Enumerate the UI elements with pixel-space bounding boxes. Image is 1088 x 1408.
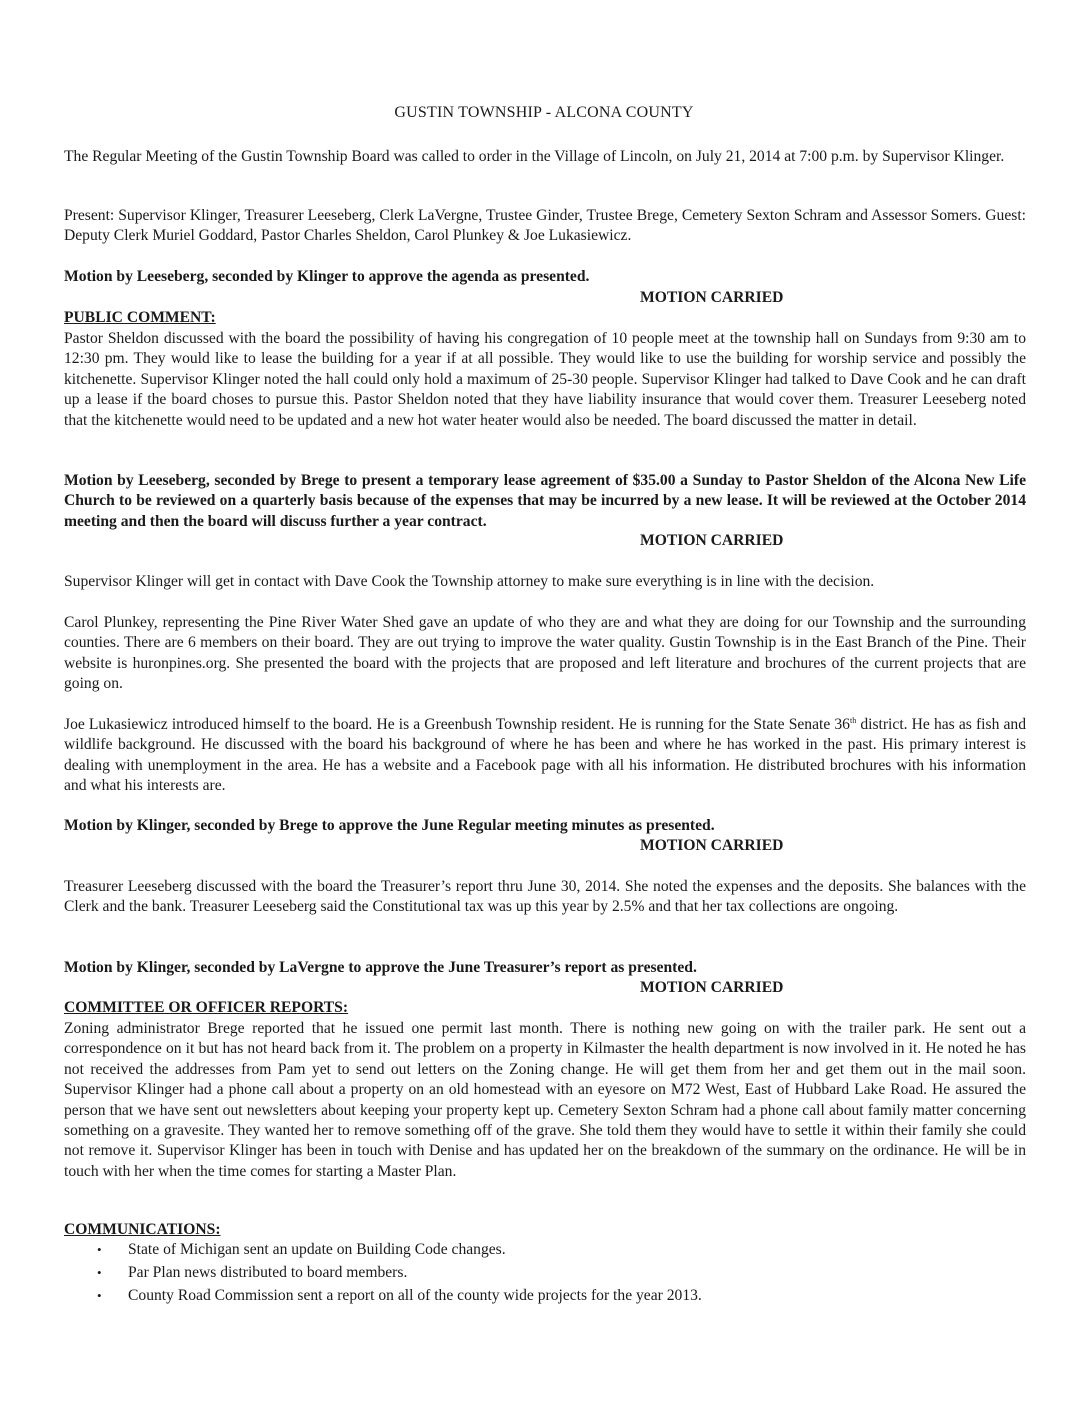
communications-list <box>64 1240 1026 1309</box>
committee-heading: COMMITTEE OR OFFICER REPORTS: <box>64 999 349 1016</box>
plunkey-paragraph: Carol Plunkey, representing the Pine River Water Shed gave an update of who they are and what they are doing for our Township and the surrounding counties. There are 6 members on their board. They are out trying to improve the water quality. Gustin Township is in the East Branch of the Pine. Their website is huronpines.org. She presented the board with the projects that are proposed and left literature and brochures of the current projects that are going on. <box>64 614 1026 693</box>
document-title: GUSTIN TOWNSHIP - ALCONA COUNTY <box>394 104 694 121</box>
public-comment-paragraph: Pastor Sheldon discussed with the board the possibility of having his congregation of 10 people meet at the township hall on Sundays from 9:30 am to 12:30 pm. They would like to lease the building for a year if at all possible. They would like to use the building for worship service and possibly the kitchenette. Supervisor Klinger noted the hall could only hold a maximum of 25-30 people. Supervisor Klinger had talked to Dave Cook and he can draft up a lease if the board choses to pursue this. Pastor Sheldon noted that they have liability insurance that would cover them. Treasurer Leeseberg noted that the kitchenette would need to be updated and a new hot water heater would also be needed. The board discussed the matter in detail. <box>64 330 1026 429</box>
list-item-text: Par Plan news distributed to board members. <box>128 1264 408 1281</box>
motion-carried-3: MOTION CARRIED <box>640 837 784 854</box>
ordinal-superscript: th <box>849 715 857 725</box>
list-item-text: County Road Commission sent a report on all of the county wide projects for the year 2013. <box>128 1287 702 1304</box>
communications-heading: COMMUNICATIONS: <box>64 1221 221 1238</box>
public-comment-heading: PUBLIC COMMENT: <box>64 309 216 326</box>
bullet-icon: • <box>97 1288 102 1303</box>
motion-carried-4: MOTION CARRIED <box>640 979 784 996</box>
klinger-contact-paragraph: Supervisor Klinger will get in contact with Dave Cook the Township attorney to make sure everything is in line with the decision. <box>64 573 875 590</box>
list-item-text: State of Michigan sent an update on Building Code changes. <box>128 1241 506 1258</box>
bullet-icon: • <box>97 1265 102 1280</box>
lukasiewicz-text-part2: district. He has as fish and wildlife background. He discussed with the board his background of where he has been and where he has worked in the past. His primary interest is dealing with unemployment in the area. He has a website and a Facebook page with all his information. He distributed brochures with his information and what his interests are. <box>64 716 1026 795</box>
motion-carried-1: MOTION CARRIED <box>640 289 784 306</box>
motion-agenda: Motion by Leeseberg, seconded by Klinger to approve the agenda as presented. <box>64 268 590 285</box>
treasurer-paragraph: Treasurer Leeseberg discussed with the board the Treasurer’s report thru June 30, 2014. She noted the expenses and the deposits. She balances with the Clerk and the bank. Treasurer Leeseberg said the Constitutional tax was up this year by 2.5% and that her tax collections are ongoing. <box>64 878 1026 916</box>
motion-minutes: Motion by Klinger, seconded by Brege to approve the June Regular meeting minutes as presented. <box>64 817 715 834</box>
committee-paragraph: Zoning administrator Brege reported that he issued one permit last month. There is nothing new going on with the trailer park. He sent out a correspondence on it but has not heard back from it. The problem on a property in Kilmaster the health department is now involved in it. He noted he has not received the addresses from Pam yet to send out letters on the Zoning change. He will get them from her and get them out in the mail soon. Supervisor Klinger had a phone call about a property on an old homestead with an eyesore on M72 West, East of Hubbard Lake Road. He assured the person that we have sent out newsletters about keeping your property kept up. Cemetery Sexton Schram had a phone call about family matter concerning something on a gravesite. They wanted her to remove something off of the grave. She told them they would have to settle it within their family she could not remove it. Supervisor Klinger has been in touch with Denise and has updated her on the breakdown of the summary on the ordinance. He will be in touch with her when the time comes for starting a Master Plan. <box>64 1020 1026 1180</box>
motion-lease: Motion by Leeseberg, seconded by Brege to present a temporary lease agreement of $35.00 a Sunday to Pastor Sheldon of the Alcona New Life Church to be reviewed on a quarterly basis because of the expenses that may be incurred by a new lease. It will be reviewed at the October 2014 meeting and then the board will discuss further a year contract. <box>64 472 1026 530</box>
bullet-icon: • <box>97 1242 102 1257</box>
lukasiewicz-text-part1: Joe Lukasiewicz introduced himself to the board. He is a Greenbush Township resident. He is running for the State Senate 36 <box>64 716 850 733</box>
list-item <box>64 1263 1026 1286</box>
motion-treasurer: Motion by Klinger, seconded by LaVergne to approve the June Treasurer’s report as presented. <box>64 959 697 976</box>
present-paragraph: Present: Supervisor Klinger, Treasurer Leeseberg, Clerk LaVergne, Trustee Ginder, Trustee Brege, Cemetery Sexton Schram and Assessor Somers. Guest: Deputy Clerk Muriel Goddard, Pastor Charles Sheldon, Carol Plunkey & Joe Lukasiewicz. <box>64 207 1026 245</box>
list-item <box>64 1240 1026 1263</box>
motion-carried-2: MOTION CARRIED <box>640 532 784 549</box>
lukasiewicz-paragraph <box>64 715 1026 797</box>
list-item <box>64 1286 1026 1309</box>
intro-paragraph: The Regular Meeting of the Gustin Township Board was called to order in the Village of Lincoln, on July 21, 2014 at 7:00 p.m. by Supervisor Klinger. <box>64 148 1005 165</box>
